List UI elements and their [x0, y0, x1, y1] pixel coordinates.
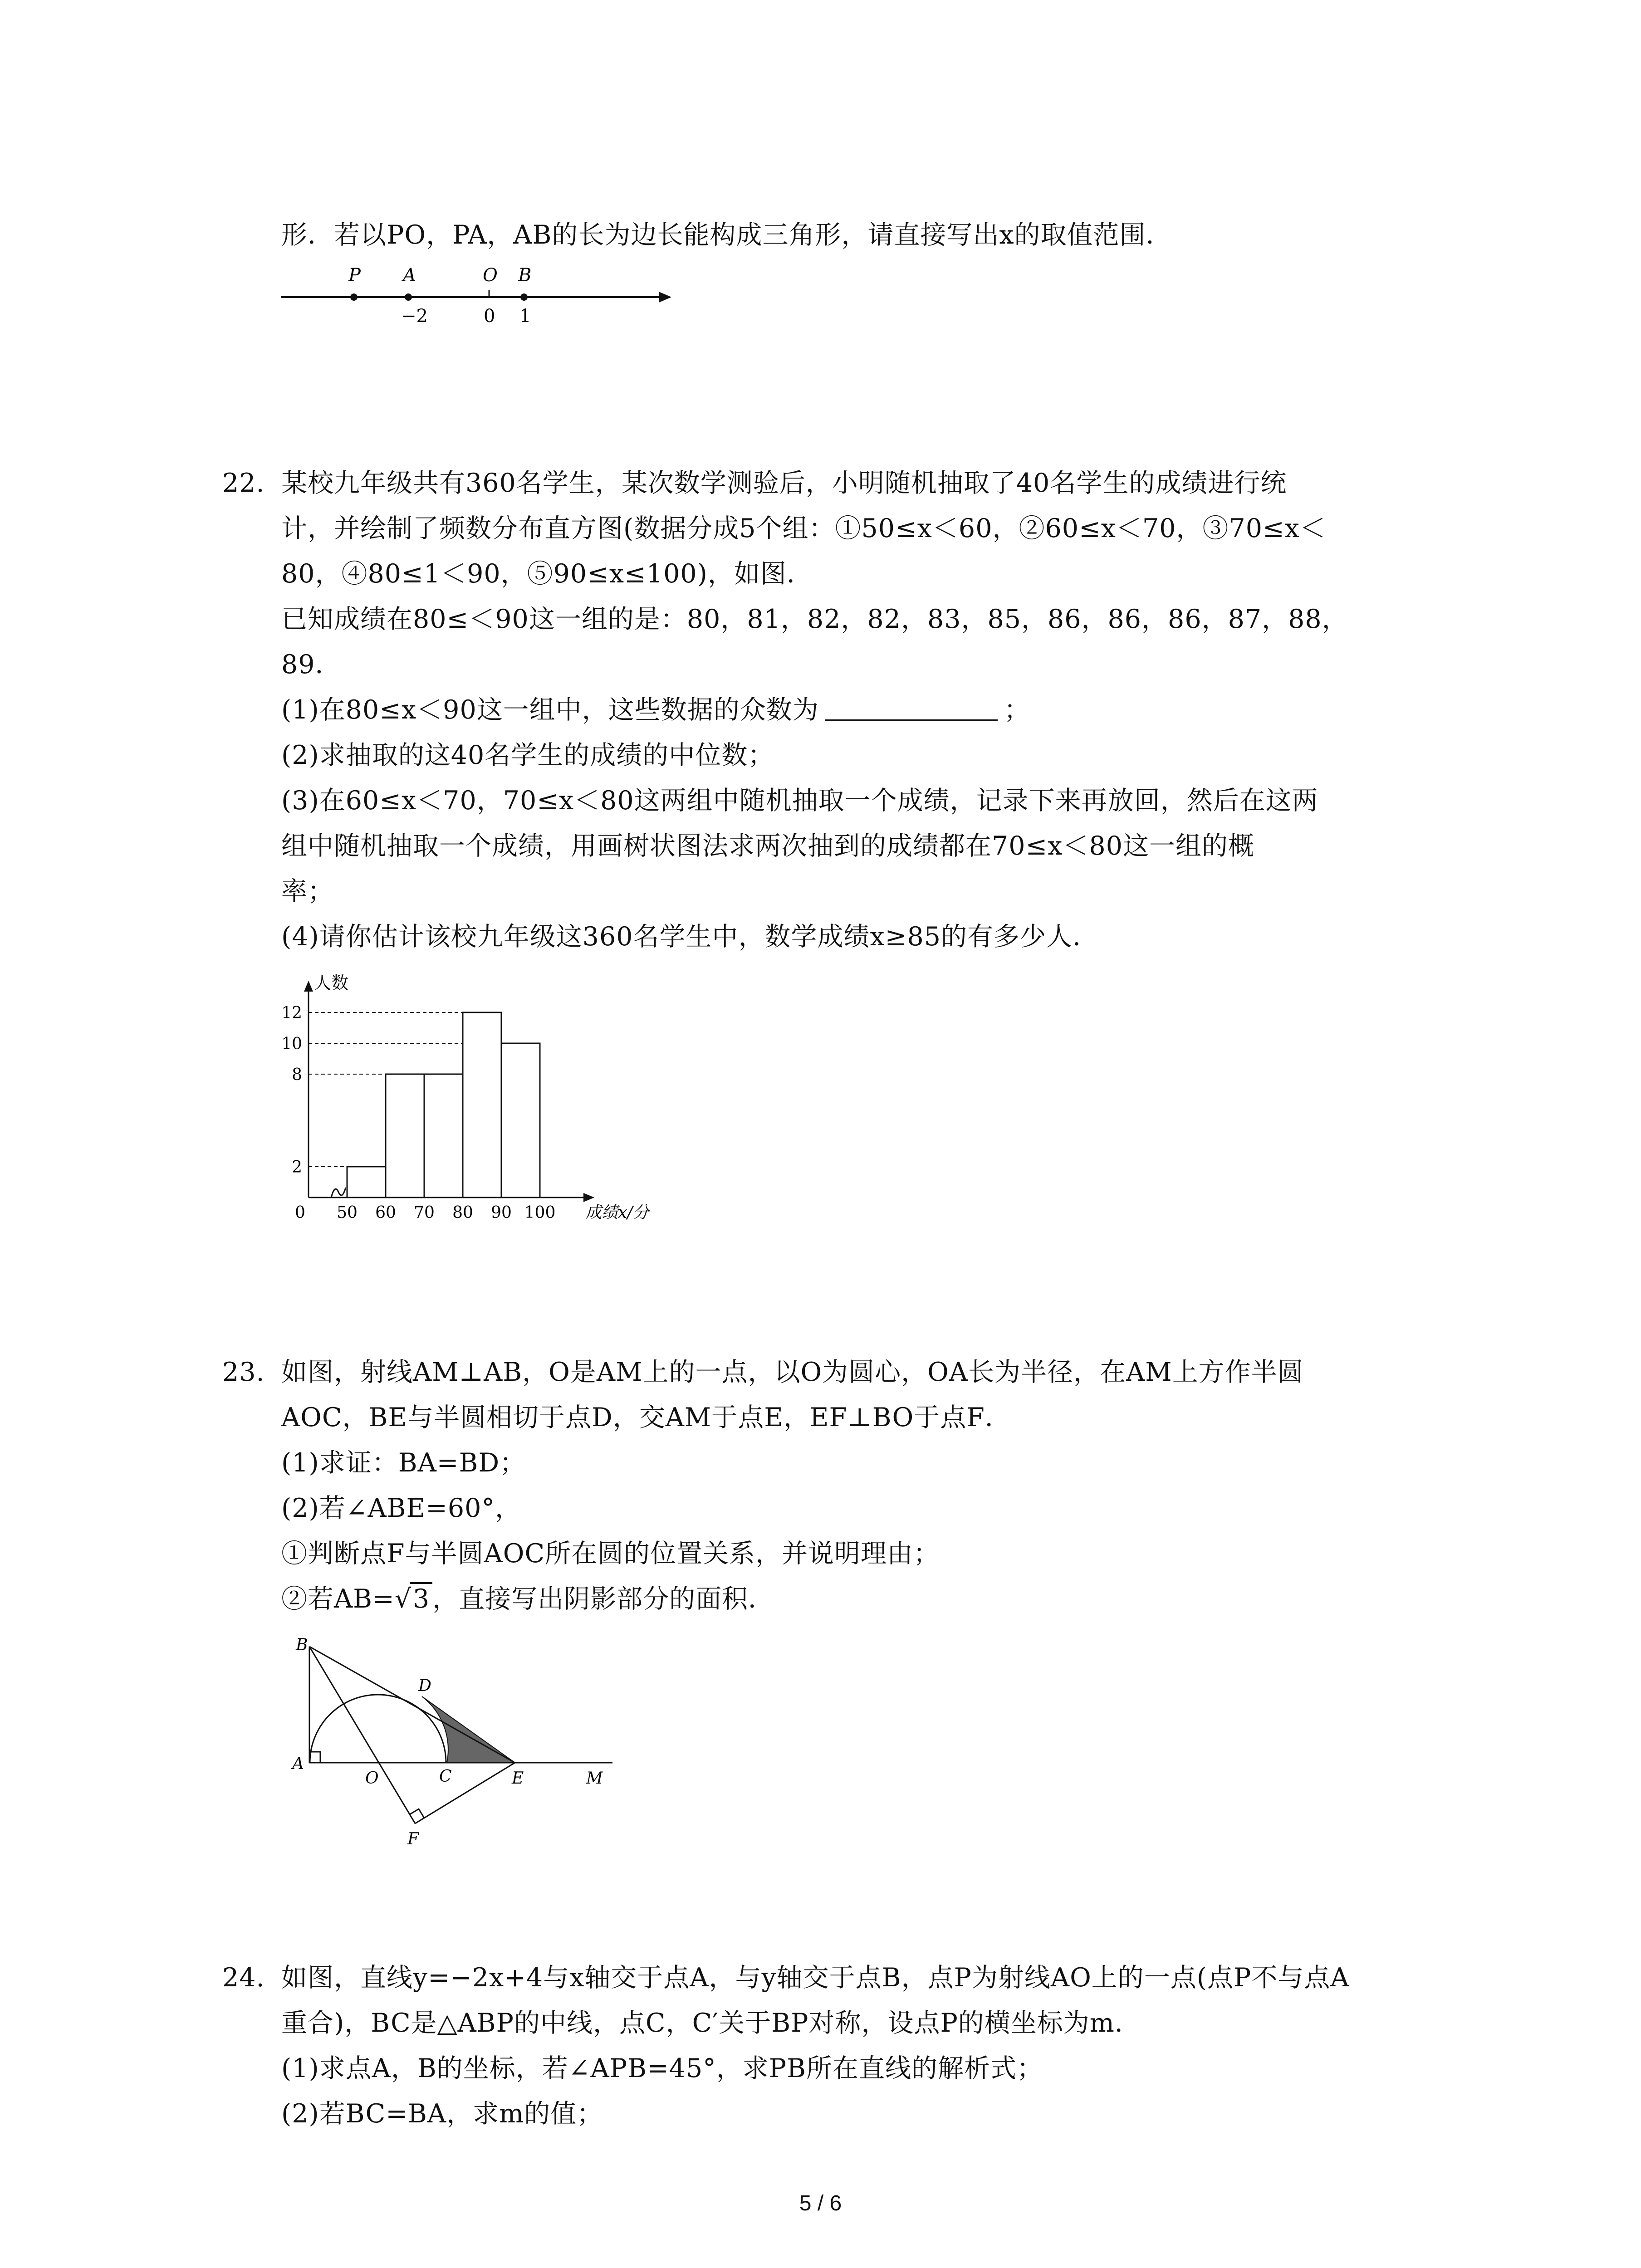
tick-label-0: 0 [484, 306, 495, 327]
q22-sub4: (4)请你估计该校九年级这360名学生中，数学成绩x≥85的有多少人． [281, 922, 1099, 952]
q22-line-2: 计，并绘制了频数分布直方图(数据分成5个组：①50≤x＜60，②60≤x＜70，③70≤x＜ [281, 513, 1326, 543]
histogram-bar [386, 1074, 424, 1198]
q23-line-3: (1)求证：BA=BD； [281, 1448, 526, 1478]
q22-line-1: 某校九年级共有360名学生，某次数学测验后，小明随机抽取了40名学生的成绩进行统 [281, 468, 1287, 498]
tick-label-1: 1 [519, 306, 531, 327]
x-tick-label: 60 [375, 1203, 396, 1222]
x-tick-label: 90 [491, 1203, 512, 1222]
x-tick-label: 50 [337, 1203, 358, 1222]
q22-sub3-line-2: 组中随机抽取一个成绩，用画树状图法求两次抽到的成绩都在70≤x＜80这一组的概 [281, 831, 1254, 861]
histogram-bar [501, 1043, 540, 1198]
origin-label: 0 [295, 1203, 305, 1222]
q23-geometry-figure [286, 1637, 631, 1851]
q24-line-4: (2)若BC=BA，求m的值； [281, 2099, 603, 2129]
histogram-bar [424, 1074, 463, 1198]
y-tick-label: 2 [292, 1158, 302, 1177]
page-number: 5 / 6 [799, 2191, 842, 2215]
q21-text [281, 212, 1470, 258]
q23-line-2: AOC，BE与半圆相切于点D，交AM于点E，EF⊥BO于点F． [281, 1403, 1011, 1432]
q21-number-line [272, 259, 681, 340]
label-d: D [418, 1677, 431, 1695]
point-label-o: O [483, 265, 498, 286]
histogram-bar [347, 1167, 386, 1198]
point-label-p: P [348, 265, 361, 286]
label-f: F [407, 1830, 419, 1848]
tick-label-neg2: −2 [401, 306, 428, 327]
q23-line-1: 如图，射线AM⊥AB，O是AM上的一点，以O为圆心，OA长为半径，在AM上方作半圆 [281, 1357, 1304, 1387]
x-tick-label: 80 [452, 1203, 473, 1222]
q22-line-4: 已知成绩在80≤＜90这一组的是：80，81，82，82，83，85，86，86，86，87，88， [281, 604, 1348, 634]
answer-blank [825, 692, 998, 721]
point-label-a: A [403, 265, 416, 286]
label-c: C [439, 1767, 452, 1786]
point-label-b: B [518, 265, 532, 286]
q23-line-4: (2)若∠ABE=60°， [281, 1493, 521, 1523]
q24-line-1: 如图，直线y=−2x+4与x轴交于点A，与y轴交于点B，点P为射线AO上的一点(点P不与点A [281, 1963, 1350, 1993]
q22-sub2: (2)求抽取的这40名学生的成绩的中位数； [281, 740, 774, 770]
label-b: B [296, 1637, 308, 1654]
q23-line-5: ①判断点F与半圆AOC所在圆的位置关系，并说明理由； [281, 1539, 940, 1569]
q22-line-5: 89． [281, 650, 342, 679]
q22-text: 22. 某校九年级共有360名学生，某次数学测验后，小明随机抽取了40名学生的成绩进行统 计，并绘制了频数分布直方图(数据分成5个组：①50≤x＜60，②60≤x＜70，③70≤x＜ 80，④80≤1＜90，⑤90≤x≤100)，如图． 已知成绩在80≤＜90这一组的是：80，81，82，82，83，85，86，86，86，87，88， 89． (1)在80≤x＜90这一组中，这些数据的众数为 ； (2)求抽取的这40名学生的成绩的中位数； (3)在60≤x＜70，70≤x＜80这两组中随机抽取一个成绩，记录下来再放回，然后在这两 组中随机抽取一个成绩，用画树状图法求两次抽到的成绩都在70≤x＜80这一组的概 率； (4)请你估计该校九年级这360名学生中，数学成绩x≥85的有多少人． [281, 460, 1470, 959]
q23-line-6: ②若AB= √ 3 ，直接写出阴影部分的面积． [281, 1576, 1470, 1622]
y-tick-label: 10 [281, 1035, 302, 1053]
label-e: E [512, 1769, 524, 1788]
q24-line-3: (1)求点A，B的坐标，若∠APB=45°，求PB所在直线的解析式； [281, 2053, 1043, 2083]
x-tick-label: 70 [414, 1203, 435, 1222]
y-tick-label: 12 [281, 1004, 302, 1022]
x-axis-label: 成绩x/分 [585, 1203, 649, 1222]
histogram-chart [272, 971, 708, 1225]
histogram-bar [463, 1012, 501, 1198]
sqrt-symbol: √ 3 [395, 1576, 432, 1622]
q21-line: 形．若以PO，PA，AB的长为边长能构成三角形，请直接写出x的取值范围． [281, 220, 1172, 250]
q22-line-3: 80，④80≤1＜90，⑤90≤x≤100)，如图． [281, 559, 813, 589]
q22-sub3-line-3: 率； [281, 876, 334, 906]
label-o: O [365, 1769, 379, 1788]
label-m: M [586, 1769, 603, 1788]
label-a: A [292, 1755, 304, 1773]
q22-sub1: (1)在80≤x＜90这一组中，这些数据的众数为 ； [281, 687, 1470, 733]
q24-text: 24. 如图，直线y=−2x+4与x轴交于点A，与y轴交于点B，点P为射线AO上的一点(点P不与点A 重合)，BC是△ABP的中线，点C，C′关于BP对称，设点P的横坐标为m． (1)求点A，B的坐标，若∠APB=45°，求PB所在直线的解析式； (2)若BC=BA，求m的值； [281, 1955, 1470, 2136]
q23-text: 23. 如图，射线AM⊥AB，O是AM上的一点，以O为圆心，OA长为半径，在AM上方作半圆 AOC，BE与半圆相切于点D，交AM于点E，EF⊥BO于点F． (1)求证：BA=BD； (2)若∠ABE=60°， ①判断点F与半圆AOC所在圆的位置关系，并说明理由； ②若AB= √ 3 ，直接写出阴影部分的面积． [281, 1349, 1470, 1622]
y-axis-label: 人数 [314, 973, 349, 993]
x-tick-label: 100 [524, 1203, 556, 1222]
y-tick-label: 8 [292, 1066, 302, 1084]
q24-line-2: 重合)，BC是△ABP的中线，点C，C′关于BP对称，设点P的横坐标为m． [281, 2008, 1141, 2038]
q22-sub3-line-1: (3)在60≤x＜70，70≤x＜80这两组中随机抽取一个成绩，记录下来再放回，然后在这两 [281, 786, 1318, 816]
